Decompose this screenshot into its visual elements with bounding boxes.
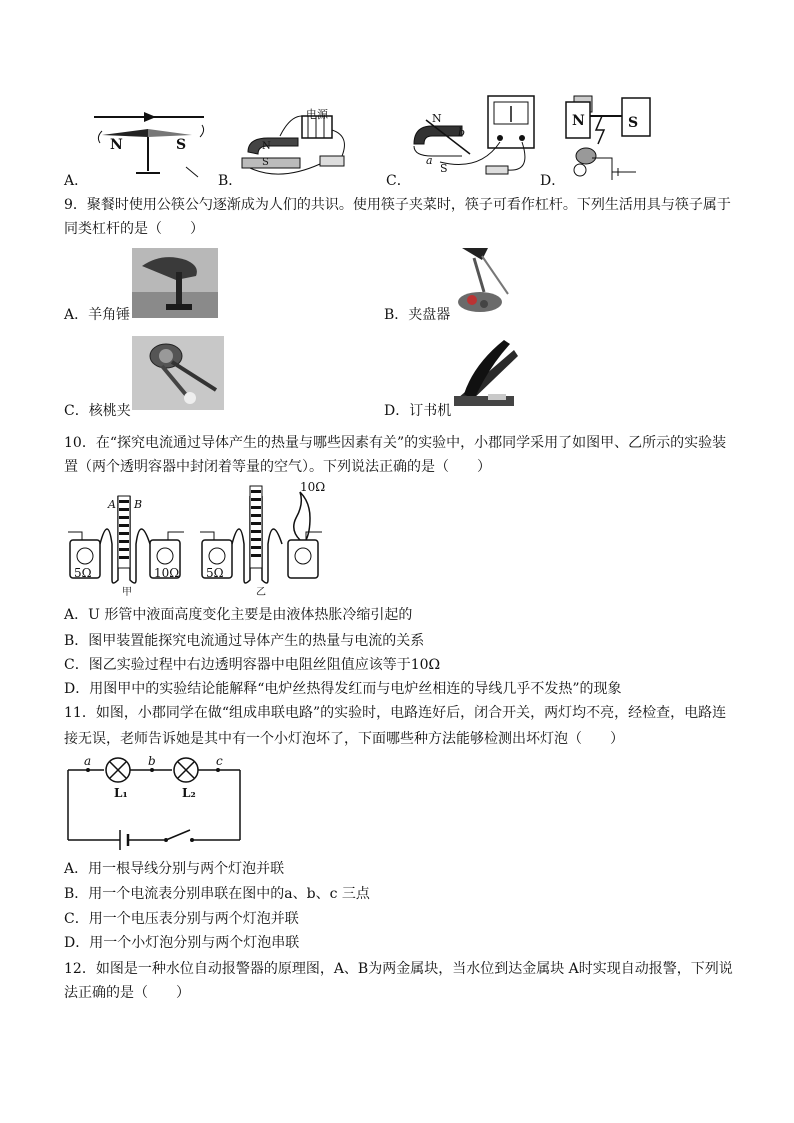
q11-stem-line1: 11．如图，小郡同学在做“组成串联电路”的实验时，电路连好后，闭合开关，两灯均不亮，经检查，电路连	[64, 705, 727, 721]
q8-a-n-label: N	[110, 137, 123, 153]
q8-option-c: C．	[386, 173, 411, 189]
q10-label-a1: A	[108, 498, 116, 511]
q10-figure-yi-label: 乙	[256, 587, 266, 598]
q8-a-s-label: S	[176, 137, 187, 153]
q10-option-d: D．用图甲中的实验结论能解释“电炉丝热得发红而与电炉丝相连的导线几乎不发热”的现象	[64, 681, 622, 697]
q8-b-s-label: S	[262, 157, 269, 168]
q8-b-power-label: 电源	[306, 108, 328, 121]
q11-option-c: C．用一个电压表分别与两个灯泡并联	[64, 911, 299, 927]
q9-option-a: A．羊角锤	[64, 307, 131, 323]
q8-d-s-label: S	[628, 115, 639, 131]
q8-option-d: D．	[540, 173, 566, 189]
q10-resistor-5ohm-jia: 5Ω	[74, 566, 92, 580]
q10-label-b1: B	[134, 498, 143, 511]
q9-option-c: C．核桃夹	[64, 403, 131, 419]
q10-experiment-figure	[62, 478, 342, 598]
q9-option-b: B．夹盘器	[384, 307, 451, 323]
q11-point-c: c	[216, 754, 223, 768]
q9-plate-clip-photo	[452, 244, 522, 320]
q10-stem-line1: 10．在“探究电流通过导体产生的热量与哪些因素有关”的实验中，小郡同学采用了如图甲、乙所示的实验装	[64, 435, 727, 451]
q9-stem-line2: 同类杠杆的是（ ）	[64, 221, 204, 237]
q11-point-b: b	[148, 754, 156, 768]
q12-stem-line1: 12．如图是一种水位自动报警器的原理图，A、B为两金属块，当水位到达金属块 A时实现自动报警，下列说	[64, 961, 733, 977]
q8-c-b-label: b	[458, 126, 466, 139]
q11-option-d: D．用一个小灯泡分别与两个灯泡串联	[64, 935, 300, 951]
q11-option-b: B．用一个电流表分别串联在图中的a、b、c 三点	[64, 886, 370, 902]
q12-stem-line2: 法正确的是（ ）	[64, 985, 190, 1001]
q9-stapler-photo	[454, 334, 518, 410]
q9-claw-hammer-photo	[132, 248, 218, 318]
q10-resistor-10ohm-top: 10Ω	[300, 480, 326, 494]
q11-stem-line2: 接无误，老师告诉她是其中有一个小灯泡坏了，下面哪些种方法能够检测出坏灯泡（ ）	[64, 731, 624, 747]
q11-point-a: a	[84, 754, 92, 768]
q8-c-n-label: N	[432, 112, 442, 125]
q8-option-a: A．	[64, 173, 89, 189]
q10-option-c: C．图乙实验过程中右边透明容器中电阻丝阻值应该等于10Ω	[64, 657, 441, 673]
q8-figure-d	[562, 92, 672, 187]
q10-stem-line2: 置（两个透明容器中封闭着等量的空气）。下列说法正确的是（ ）	[64, 459, 491, 475]
q11-circuit-diagram	[66, 760, 246, 850]
q8-figure-a	[88, 105, 228, 185]
q11-lamp-l2-label: L₂	[182, 786, 196, 800]
q10-figure-jia-label: 甲	[122, 587, 132, 598]
q10-resistor-5ohm-yi: 5Ω	[206, 566, 224, 580]
q8-d-n-label: N	[572, 113, 585, 129]
q10-option-a: A．U 形管中液面高度变化主要是由液体热胀冷缩引起的	[64, 607, 413, 623]
q8-b-n-label: N	[262, 141, 271, 152]
q8-c-a-label: a	[426, 154, 433, 167]
q9-walnut-cracker-photo	[132, 336, 224, 410]
q8-c-s-label: S	[440, 162, 448, 175]
q9-stem-line1: 9．聚餐时使用公筷公勺逐渐成为人们的共识。使用筷子夹菜时，筷子可看作杠杆。下列生活用具与筷子属于	[64, 197, 731, 213]
q11-option-a: A．用一根导线分别与两个灯泡并联	[64, 861, 285, 877]
q8-figure-c	[400, 94, 550, 184]
q9-option-d: D．订书机	[384, 403, 452, 419]
q10-option-b: B．图甲装置能探究电流通过导体产生的热量与电流的关系	[64, 633, 425, 649]
q8-option-b: B．	[218, 173, 243, 189]
q8-figure-b	[240, 102, 360, 182]
q11-lamp-l1-label: L₁	[114, 786, 128, 800]
q10-resistor-10ohm-jia: 10Ω	[154, 566, 180, 580]
